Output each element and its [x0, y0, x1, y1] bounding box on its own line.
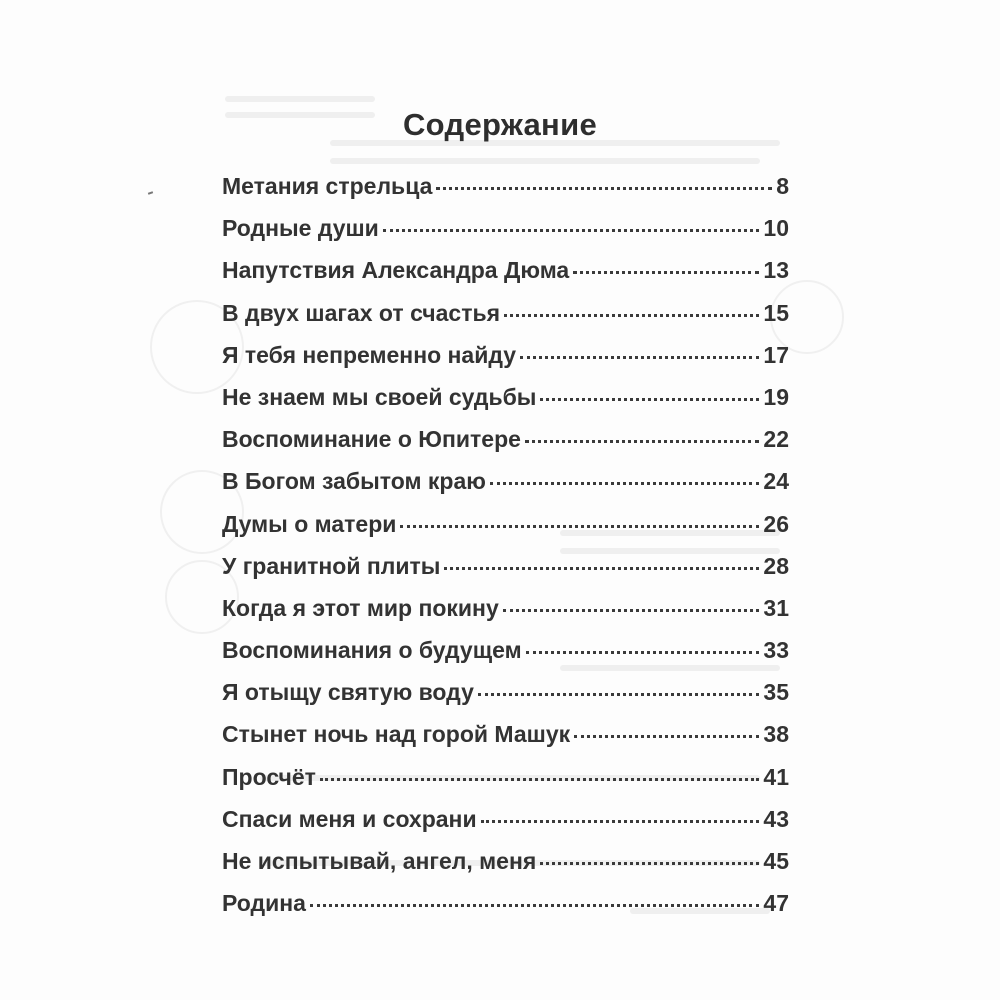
dot-leader — [320, 778, 759, 781]
dot-leader — [383, 229, 760, 232]
toc-entry-title: В двух шагах от счастья — [222, 299, 501, 326]
toc-entry — [222, 595, 789, 637]
dot-leader — [525, 440, 759, 443]
dot-leader — [436, 187, 772, 190]
toc-entry-page-number: 8 — [776, 173, 789, 199]
dot-leader — [526, 651, 760, 654]
toc-entry-title: Стынет ночь над горой Машук — [222, 721, 571, 748]
toc-entry-title: Не испытывай, ангел, меня — [222, 848, 537, 874]
toc-entry — [222, 553, 789, 595]
toc-entry-page-number: 17 — [763, 341, 789, 368]
toc-entry-title: В Богом забытом краю — [222, 468, 486, 495]
toc-entry-page-number: 15 — [763, 299, 789, 326]
toc-entry — [222, 426, 789, 468]
toc-entry-page-number: 31 — [763, 594, 789, 621]
toc-entry-page-number: 43 — [763, 805, 789, 832]
bleed-through-text — [330, 158, 760, 164]
dot-leader — [490, 482, 760, 485]
dot-leader — [400, 525, 759, 528]
page-title: Содержание — [403, 106, 597, 142]
toc-entry — [222, 890, 789, 932]
toc-entry-page-number: 41 — [763, 763, 789, 790]
toc-entry-title: Спаси меня и сохрани — [222, 805, 477, 832]
dot-leader — [478, 693, 760, 696]
toc-entry — [222, 848, 789, 890]
toc-entry-title: Родные души — [222, 215, 379, 242]
toc-entry-title: У гранитной плиты — [222, 552, 441, 579]
toc-entry-title: Я отыщу святую воду — [222, 679, 474, 706]
table-of-contents — [222, 173, 789, 932]
toc-entry-page-number: 22 — [763, 426, 789, 453]
dot-leader — [520, 356, 759, 359]
toc-entry — [222, 679, 789, 721]
dot-leader — [481, 820, 760, 823]
toc-entry — [222, 173, 789, 215]
toc-entry-title: Воспоминание о Юпитере — [222, 426, 521, 453]
toc-entry-title: Не знаем мы своей судьбы — [222, 383, 537, 410]
toc-entry-title: Воспоминания о будущем — [222, 637, 522, 664]
toc-entry-page-number: 19 — [763, 383, 789, 410]
toc-entry — [222, 806, 789, 848]
toc-entry-page-number: 47 — [763, 890, 789, 917]
toc-entry-title: Думы о матери — [222, 510, 397, 537]
dot-leader — [540, 398, 759, 401]
toc-entry-title: Метания стрельца — [222, 173, 433, 199]
toc-entry-page-number: 38 — [763, 721, 789, 748]
toc-entry-page-number: 33 — [763, 637, 789, 664]
toc-entry-title: Просчёт — [222, 763, 316, 790]
toc-entry — [222, 637, 789, 679]
toc-entry — [222, 721, 789, 763]
toc-entry — [222, 468, 789, 510]
toc-entry — [222, 257, 789, 299]
dot-leader — [573, 271, 759, 274]
toc-entry — [222, 511, 789, 553]
dot-leader — [444, 567, 759, 570]
toc-entry — [222, 215, 789, 257]
toc-entry-title: Напутствия Александра Дюма — [222, 257, 570, 284]
dot-leader — [503, 609, 760, 612]
paper-speck — [148, 191, 153, 195]
dot-leader — [540, 862, 759, 865]
toc-entry-page-number: 45 — [763, 848, 789, 874]
toc-entry-page-number: 26 — [763, 510, 789, 537]
toc-entry-title: Я тебя непременно найду — [222, 341, 517, 368]
toc-entry-title: Родина — [222, 890, 306, 917]
bleed-through-text — [225, 96, 375, 102]
toc-entry-title: Когда я этот мир покину — [222, 594, 499, 621]
toc-entry-page-number: 24 — [763, 468, 789, 495]
dot-leader — [574, 735, 759, 738]
toc-entry — [222, 300, 789, 342]
dot-leader — [310, 904, 759, 907]
toc-entry — [222, 764, 789, 806]
toc-entry — [222, 384, 789, 426]
toc-entry-page-number: 28 — [763, 552, 789, 579]
dot-leader — [504, 314, 759, 317]
toc-entry-page-number: 35 — [763, 679, 789, 706]
toc-entry-page-number: 13 — [763, 257, 789, 284]
toc-entry-page-number: 10 — [763, 215, 789, 242]
toc-entry — [222, 342, 789, 384]
